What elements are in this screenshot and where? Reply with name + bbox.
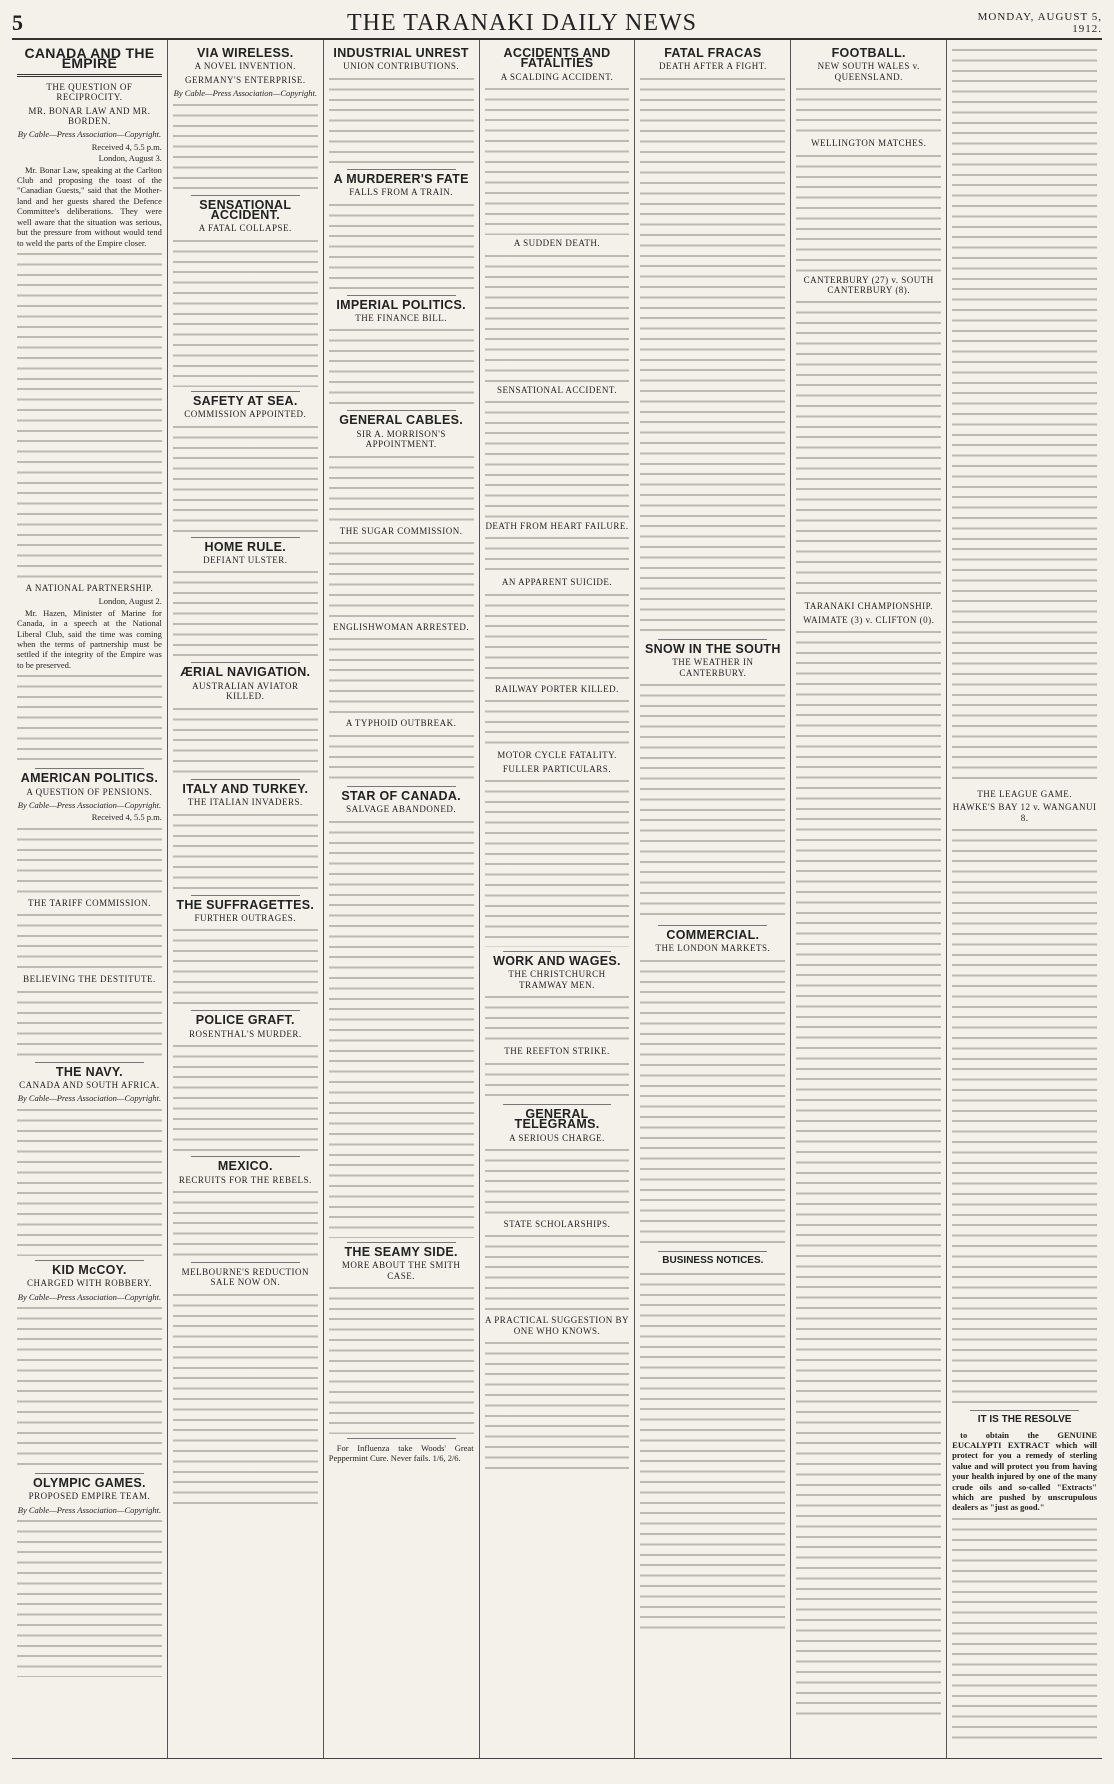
subheading: A QUESTION OF PENSIONS.: [26, 786, 153, 797]
headline: INDUSTRIAL UNREST: [333, 46, 469, 60]
subheading: A NATIONAL PARTNERSHIP.: [25, 582, 154, 593]
subheading: THE ITALIAN INVADERS.: [187, 797, 303, 808]
subheading: A SERIOUS CHARGE.: [509, 1132, 605, 1143]
subheading: THE LEAGUE GAME.: [977, 789, 1072, 799]
subheading: THE FINANCE BILL.: [355, 313, 448, 324]
subheading: A TYPHOID OUTBREAK.: [345, 718, 457, 729]
subheading: ENGLISHWOMAN ARRESTED.: [333, 622, 470, 633]
wire-credit: By Cable—Press Association—Copyright.: [17, 1504, 162, 1515]
headline: ACCIDENTS AND FATALITIES: [503, 46, 611, 71]
section-heading: BUSINESS NOTICES.: [662, 1254, 764, 1266]
subheading: GERMANY'S ENTERPRISE.: [184, 74, 306, 85]
subheading: PROPOSED EMPIRE TEAM.: [28, 1491, 151, 1502]
headline: ÆRIAL NAVIGATION.: [180, 665, 311, 680]
wire-credit: By Cable—Press Association—Copyright.: [17, 1291, 162, 1302]
headline: CANADA AND THE EMPIRE: [24, 45, 155, 72]
subheading: A PRACTICAL SUGGESTION BY ONE WHO KNOWS.: [485, 1315, 629, 1336]
wire-credit: By Cable—Press Association—Copyright.: [17, 799, 162, 810]
article-paragraph: Mr. Bonar Law, speaking at the Carlton Club and proposing the toast of the "Canadian Guests," said that the Mother-land and her guests shared the Defence Committee's deliberations. They were well aware that the situation was serious, but the pressure from without would tend to weld the parts of the Empire closer.: [17, 164, 162, 248]
headline: SNOW IN THE SOUTH: [645, 641, 781, 656]
subheading: TARANAKI CHAMPIONSHIP.: [804, 601, 933, 612]
column-7: [947, 40, 1102, 1758]
column-4: [480, 40, 636, 1758]
subheading: RECRUITS FOR THE REBELS.: [178, 1174, 312, 1185]
subheading: A FATAL COLLAPSE.: [198, 223, 292, 234]
subheading: SIR A. MORRISON'S APPOINTMENT.: [356, 428, 446, 450]
subheading: THE WEATHER IN CANTERBURY.: [672, 657, 754, 678]
subheading: A SCALDING ACCIDENT.: [500, 71, 614, 82]
subheading: RAILWAY PORTER KILLED.: [495, 683, 619, 694]
headline: HOME RULE.: [204, 539, 287, 554]
issue-date: MONDAY, AUGUST 5, 1912.: [977, 11, 1102, 35]
wire-credit: By Cable—Press Association—Copyright.: [173, 88, 317, 99]
subheading: FURTHER OUTRAGES.: [194, 912, 297, 923]
subheading: AUSTRALIAN AVIATOR KILLED.: [192, 680, 299, 702]
headline: VIA WIRELESS.: [197, 46, 294, 60]
dateline: London, August 3.: [98, 153, 162, 164]
subheading: FULLER PARTICULARS.: [502, 763, 612, 774]
subheading: CHARGED WITH ROBBERY.: [26, 1278, 152, 1289]
subheading: SENSATIONAL ACCIDENT.: [497, 384, 617, 395]
headline: FOOTBALL.: [831, 46, 906, 60]
subheading: THE QUESTION OF RECIPROCITY.: [46, 81, 133, 103]
headline: POLICE GRAFT.: [195, 1013, 295, 1028]
headline: WORK AND WAGES.: [493, 954, 621, 969]
headline: FATAL FRACAS: [664, 46, 762, 60]
subheading: DEATH AFTER A FIGHT.: [658, 61, 767, 72]
masthead: [12, 8, 1102, 40]
headline: GENERAL CABLES.: [339, 413, 464, 428]
headline: THE SUFFRAGETTES.: [176, 897, 315, 912]
column-6: [791, 40, 947, 1758]
wire-credit: By Cable—Press Association—Copyright.: [17, 1093, 162, 1104]
subheading: A NOVEL INVENTION.: [194, 61, 296, 72]
page-number: 5: [12, 10, 23, 35]
subheading: WAIMATE (3) v. CLIFTON (0).: [803, 614, 935, 625]
subheading: COMMISSION APPOINTED.: [184, 409, 307, 420]
article-paragraph: Mr. Hazen, Minister of Marine for Canada, in a speech at the National Liberal Club, said the time was coming when the terms of partnership must be settled if the integrity of the Empire was to be preserved.: [17, 607, 162, 670]
received-line: Received 4, 5.5 p.m.: [91, 812, 162, 823]
subheading: MOTOR CYCLE FATALITY.: [497, 750, 617, 761]
subheading: MELBOURNE'S REDUCTION SALE NOW ON.: [181, 1266, 309, 1288]
subheading: THE REEFTON STRIKE.: [504, 1046, 610, 1057]
headline: SENSATIONAL ACCIDENT.: [199, 197, 292, 223]
received-line: Received 4, 5.5 p.m.: [91, 141, 162, 152]
subheading: MORE ABOUT THE SMITH CASE.: [341, 1260, 461, 1281]
subheading: BELIEVING THE DESTITUTE.: [23, 974, 156, 985]
subheading: THE LONDON MARKETS.: [655, 943, 771, 954]
subheading: DEFIANT ULSTER.: [203, 555, 288, 566]
dateline: London, August 2.: [98, 596, 162, 607]
column-1: [12, 40, 168, 1758]
advertisement-heading: IT IS THE RESOLVE: [977, 1414, 1072, 1426]
subheading: STATE SCHOLARSHIPS.: [503, 1218, 611, 1229]
subheading: A SUDDEN DEATH.: [513, 238, 601, 249]
newspaper-page: [12, 8, 1102, 1768]
newspaper-title: THE TARANAKI DAILY NEWS: [347, 9, 697, 36]
subheading: AN APPARENT SUICIDE.: [501, 577, 613, 588]
subheading: ROSENTHAL'S MURDER.: [188, 1028, 302, 1039]
column-3: [324, 40, 480, 1758]
headline: OLYMPIC GAMES.: [33, 1476, 146, 1491]
subheading: CANTERBURY (27) v. SOUTH CANTERBURY (8).: [803, 274, 934, 296]
headline: THE NAVY.: [55, 1064, 123, 1079]
subheading: THE TARIFF COMMISSION.: [27, 897, 151, 908]
column-2: [168, 40, 324, 1758]
headline: KID McCOY.: [52, 1262, 127, 1277]
subheading: FALLS FROM A TRAIN.: [349, 187, 453, 198]
headline: STAR OF CANADA.: [341, 788, 461, 803]
headline: COMMERCIAL.: [666, 928, 760, 943]
column-5: [635, 40, 791, 1758]
headline: AMERICAN POLITICS.: [20, 771, 159, 786]
wire-credit: By Cable—Press Association—Copyright.: [17, 129, 162, 140]
advertisement-text: For Influenza take Woods' Great Peppermint Cure. Never fails. 1/6, 2/6.: [328, 1442, 474, 1464]
subheading: HAWKE'S BAY 12 v. WANGANUI 8.: [952, 802, 1097, 823]
subheading: THE SUGAR COMMISSION.: [339, 525, 463, 536]
subheading: MR. BONAR LAW AND MR. BORDEN.: [28, 105, 151, 127]
subheading: WELLINGTON MATCHES.: [811, 138, 927, 149]
subheading: NEW SOUTH WALES v. QUEENSLAND.: [817, 61, 920, 82]
advertisement-text: to obtain the GENUINE EUCALYPTI EXTRACT which will protect for you a remedy of sterling value and will protect you from having your health injured by one of the many crude oils and so-called "Extracts" which are pushed by unscrupulous dealers as "just as good.": [952, 1429, 1098, 1513]
headline: ITALY AND TURKEY.: [182, 781, 309, 796]
subheading: THE CHRISTCHURCH TRAMWAY MEN.: [508, 969, 606, 990]
headline: SAFETY AT SEA.: [192, 393, 298, 408]
headline: THE SEAMY SIDE.: [344, 1244, 458, 1259]
subheading: UNION CONTRIBUTIONS.: [343, 61, 460, 72]
subheading: DEATH FROM HEART FAILURE.: [485, 521, 629, 532]
headline: GENERAL TELEGRAMS.: [514, 1106, 600, 1132]
subheading: CANADA AND SOUTH AFRICA.: [19, 1080, 160, 1090]
headline: MEXICO.: [217, 1159, 273, 1174]
subheading: SALVAGE ABANDONED.: [346, 804, 457, 815]
headline: IMPERIAL POLITICS.: [336, 297, 466, 312]
headline: A MURDERER'S FATE: [333, 171, 469, 186]
